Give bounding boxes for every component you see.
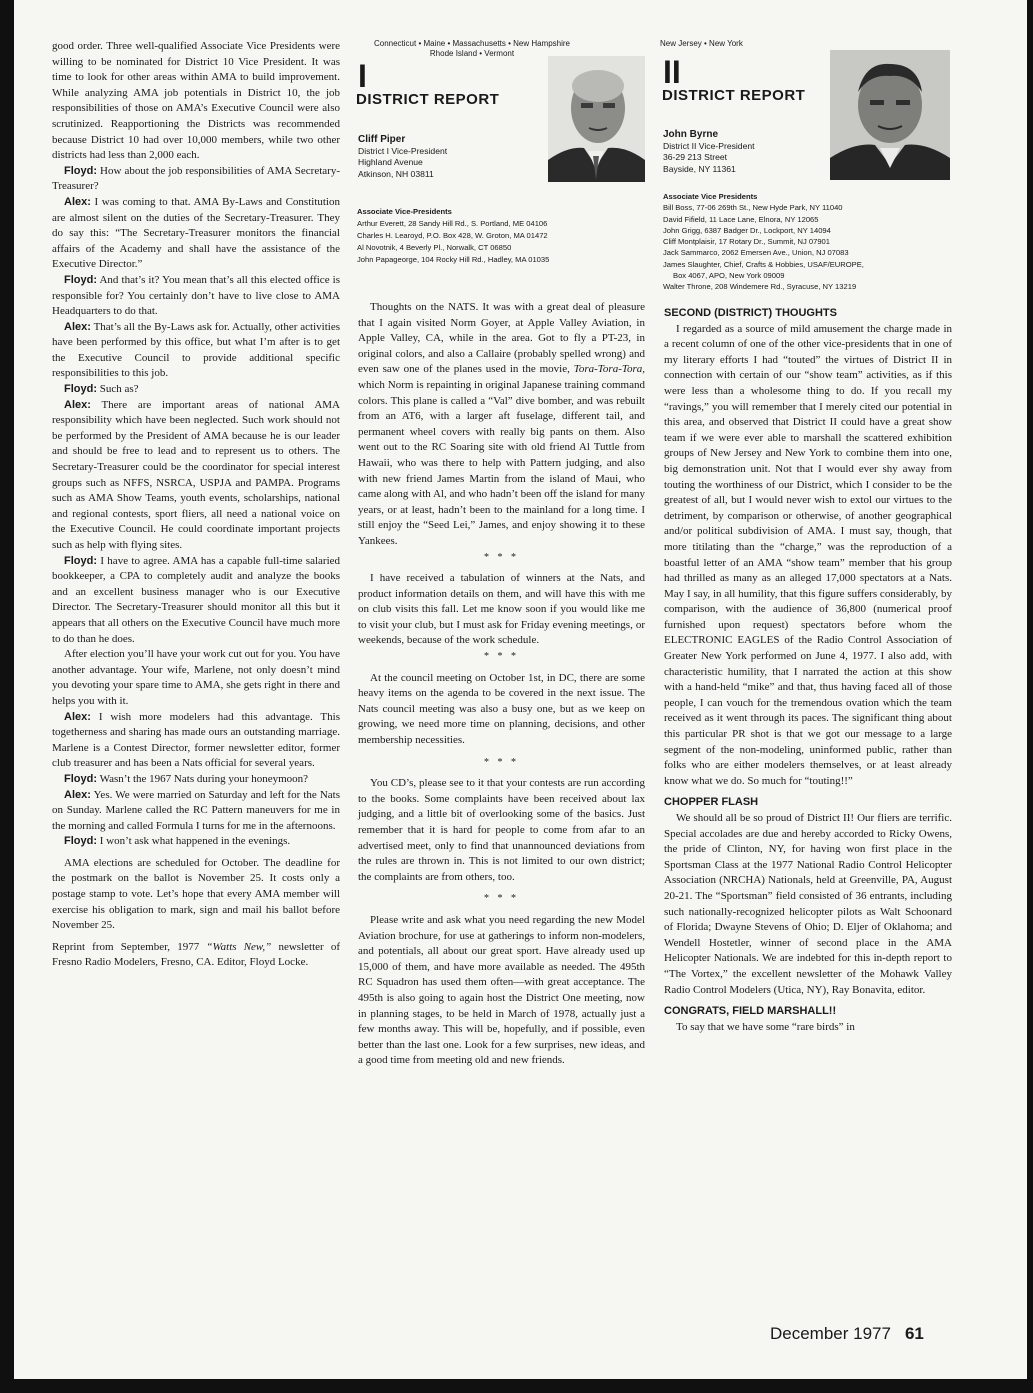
speech: That’s all the By-Laws ask for. Actually, other activities have been performed by this office, but what I’m after is to get the Executive Council to provide additional specific responsibilities to this job.: [52, 320, 340, 380]
district-1-numeral: I: [358, 58, 367, 94]
left-column: [52, 39, 340, 971]
speech: I have to agree. AMA has a capable full-time salaried bookkeeper, a CPA to completely audit and analyze the books and an excellent business manager who is our Executive Director. The Secretary-Treasurer should monitor all this but it appears that all others on the Executive Council have much more to do than he does.: [52, 554, 341, 645]
section-heading: CONGRATS, FIELD MARSHALL!!: [664, 1005, 837, 1018]
paragraph: I regarded as a source of mild amusement the charge made in a recent column of one of the other vice-presidents that in one of my literary efforts I had “touted” the virtues of District II in connection with certain of our “show team” activities, as if this were less than a wholesome thing to do. If you recall my “ravings,” you will remember that I merely cited our potential in this area, and observed that District II could have a great show team if we were ever able to marshall the scattered exhibition groups of New Jersey and New York to combine them into one, big demonstration unit. Not that I would ever shy away from touting the worthiness of our District, which I consider to be the greatest of all, but I would never wish to extol our virtues to the detriment, by comparison or otherwise, of another geographical and/or political subdivision of AMA. I must say, though, that more titilating than the “charge,” was the reproduction of a boastful letter of an AMA “show team” member that his group had thrilled as many as an alleged 17,000 spectators at a Nats. May I say, in all humility, that this figure suffers considerably, by comparison, with the audience of 36,800 (numerical proof furnished upon request) spectators before whom the ELECTRONIC EAGLES of the Radio Control Association of Greater New York performed on June 4, 1977. I also add, with characteristic humility, that I narrated the action at this show with a hand-held “mike” and that, thus having faced all of those people, I can vouch for the tremendous ovation which the team received as it went through its paces. The significant thing about this particular PR shot is that we got our message to a large segment of the non-modeling, uninformed public, rather than folks who are either modelers themselves, or at least already know what we do. So much for “touting!!”: [664, 322, 952, 787]
section-break: * * *: [484, 551, 519, 563]
paragraph: good order. Three well-qualified Associate Vice Presidents were willing to be nominated for District 10 Vice President. It was time to look for other areas within AMA to build improvement. While analyzing AMA job potentials in District 10, the job responsibilities of those on AMA’s Executive Council were also scrutinized. Reapportioning the Districts was recommended because District 10 had over 10,000 members, while two other districts had less than 2,000 each.: [52, 40, 340, 162]
associate-vp: John Papageorge, 104 Rocky Hill Rd., Hadley, MA 01035: [357, 255, 550, 264]
paragraph: I have received a tabulation of winners at the Nats, and product information details on them, and will have this with me on club visits this fall. Let me know soon if you would like me to visit your club, but I must ask for Friday evening meetings, or weekends, because of the work schedule.: [358, 572, 645, 647]
section-heading: CHOPPER FLASH: [664, 796, 759, 809]
associate-vp: Jack Sammarco, 2062 Emersen Ave., Union, NJ 07083: [663, 248, 849, 258]
issue-date: December 1977: [770, 1324, 891, 1343]
paragraph: [52, 382, 340, 398]
paragraph: AMA elections are scheduled for October. The deadline for the postmark on the ballot is November 25. It costs only a postage stamp to vote. Let’s hope that every AMA member will exercise his obligation to mark, sign and mail his ballot before November 25.: [52, 856, 340, 932]
associate-vp: Arthur Everett, 28 Sandy Hill Rd., S. Portland, ME 04106: [357, 219, 548, 228]
paragraph: [52, 164, 340, 195]
paragraph: Please write and ask what you need regarding the new Model Aviation brochure, for use at gatherings to inform non-modelers, and potentials, all about our great sport. Have already used up 15,000 of them, and have more available as needed. The 495th RC Squadron has used them often—with great acceptance. The 495th is also going to again host the District One meeting, now in planning stages, to be held in March of 1978, actually just a few months away. This will be, hopefully, and if possible, even better than the last one. Look for a few surprises, new ideas, and a good time from meeting old and new friends.: [358, 913, 645, 1067]
paragraph: [52, 398, 340, 554]
scan-right-edge: [1027, 0, 1033, 1393]
speech: I was coming to that. AMA By-Laws and Constitution are almost silent on the duties of the Secretary-Treasurer. They do say this: “The Secretary-Treasurer monitors the financial affairs of the Academy and shall have the assistance of the Executive Director.”: [52, 195, 340, 271]
paragraph: [52, 554, 340, 648]
district-2-vp-contact: John Byrne District II Vice-President 36-29 213 Street Bayside, NY 11361: [663, 129, 755, 174]
section-break: * * *: [484, 756, 519, 768]
reprint-credit: Reprint from September, 1977 “Watts New,” newsletter of Fresno Radio Modelers, Fresno, CA. Editor, Floyd Locke.: [52, 940, 340, 969]
paragraph: After election you’ll have your work cut out for you. You have another advantage. Your wife, Marlene, not only doesn’t mind you devoting your spare time to AMA, she gets right in there and helps you with it.: [52, 648, 340, 707]
paragraph: You CD’s, please see to it that your contests are run according to the books. Some complaints have been received about lax judging, and a little bit of overlooking some of the basics. Just remember that it is hard for people to come from afar to an advertised meet, only to find that unannounced deviations from the rules are thrown in. This is not limited to our own district; the complaints are from others, too.: [358, 777, 645, 883]
speaker: Floyd:: [64, 273, 97, 286]
speaker: Floyd:: [64, 554, 97, 567]
district-2-heading: DISTRICT REPORT: [662, 87, 806, 104]
paragraph: Thoughts on the NATS. It was with a great deal of pleasure that I again visited Norm Goyer, at Apple Valley Aviation, in Apple Valley, CA, while in the area. Got to fly a PT-23, in original colors, and also a Callaire (probably spelled wrong) and even saw one of the planes used in the movie, Tora-Tora-Tora, which Norm is repainting in original Japanese training command colors. This plane is called a “Val” dive bomber, and was rebuilt from an AT6, with a larger aft fuselage, different tail, and permanent wheel covers with really big pants on them. Also went out to the RC Soaring site with old friend Al Tuttle from Hawaii, who was there to help with Pattern judging, and also with new friend James Martin from the island of Maui, who came along with Al, and who hadn’t been off the island for many years, or at least, hadn’t been to the mainland for a long time. I still enjoy the “Seed Lei,” James, and enjoy showing it to these Yankees.: [358, 301, 645, 547]
paragraph: We should all be so proud of District II! Our fliers are terrific. Special accolades are due and hereby accorded to Ricky Owens, the pride of Clinton, NY, for having won first place in the Sportsman Class at the 1977 National Radio Control Helicopter Association (NRCHA) Nationals, held at Greenville, PA, August 20-21. The “Sportsman” field consisted of 36 entrants, including such nationally-recognized helicopter pilots as Walt Schoonard of Florida; Dwayne Stevens of Ohio; D. Eljer of Oklahoma; and Wendell Hostetler, winner of second place in the AMA Helicopter Nationals. We are indebted for this in-depth report to “The Vortex,” the excellent newsletter of the Mohawk Valley Radio Control Modelers (Utica, NY), Ray Bonavita, editor.: [664, 812, 952, 996]
speaker: Alex:: [64, 195, 91, 208]
scan-bottom-edge: [0, 1379, 1033, 1393]
paragraph: [52, 710, 340, 772]
speaker: Floyd:: [64, 164, 97, 177]
district-1-body: [358, 300, 645, 1069]
associate-vp: James Slaughter, Chief, Crafts & Hobbies, USAF/EUROPE,: [663, 259, 864, 269]
associate-vp: Cliff Montplaisir, 17 Rotary Dr., Summit, NJ 07901: [663, 237, 830, 247]
speech: I won’t ask what happened in the evenings.: [99, 835, 291, 848]
speech: There are important areas of national AMA responsibility which have been neglected. Such work should not be performed by the President of AMA because he is our leader and should be free to lead and to represent us to others. The Secretary-Treasurer could be the coordinator for special interest groups such as NFFS, NSRCA, USPJA and PAMPA. Programs such as AMA Show Teams, youth events, scholarships, national and regional contests, sport fliers, all need a national voice on the Executive Council. He could coordinate important projects such as help with flying sites.: [52, 398, 340, 551]
page-number: 61: [904, 1324, 924, 1343]
district-2-numeral: II: [663, 54, 681, 90]
district-1-vp-photo: [548, 56, 645, 182]
speech: Such as?: [99, 383, 139, 396]
associate-vp: Walter Throne, 208 Windemere Rd., Syracuse, NY 13219: [663, 282, 857, 292]
paragraph: [52, 788, 340, 835]
district-1-vp-contact: Cliff Piper District I Vice-President Highland Avenue Atkinson, NH 03811: [358, 134, 448, 179]
district-2-vp-photo: [830, 50, 950, 180]
associate-vp: John Grigg, 6387 Badger Dr., Lockport, NY 14094: [663, 225, 831, 235]
paragraph: [52, 273, 340, 320]
speaker: Alex:: [64, 788, 91, 801]
district-2-states: New Jersey • New York: [660, 39, 743, 48]
district-1-states: Connecticut • Maine • Massachusetts • New Hampshire Rhode Island • Vermont: [373, 39, 571, 58]
speaker: Alex:: [64, 398, 91, 411]
paragraph: [52, 195, 340, 273]
speech: Yes. We were married on Saturday and left for the Nats on Sunday. Marlene called the RC Pattern maneuvers for me in the morning and called Formula I turns for me in the afternoons.: [52, 788, 341, 832]
speaker: Floyd:: [64, 835, 97, 848]
district-1-heading: DISTRICT REPORT: [356, 91, 500, 108]
speaker: Floyd:: [64, 383, 97, 396]
speech: How about the job responsibilities of AMA Secretary-Treasurer?: [52, 164, 340, 193]
associate-vp: Bill Boss, 77-06 269th St., New Hyde Park, NY 11040: [663, 203, 843, 213]
speech: Wasn’t the 1967 Nats during your honeymoon?: [99, 772, 309, 785]
speaker: Alex:: [64, 710, 91, 723]
speaker: Floyd:: [64, 772, 97, 785]
section-heading: SECOND (DISTRICT) THOUGHTS: [664, 307, 837, 319]
district-2-body: [664, 306, 952, 1035]
speech: And that’s it? You mean that’s all this elected office is responsible for? You certainly don’t have to live close to AMA Headquarters to do that.: [52, 273, 340, 318]
paragraph: [52, 834, 340, 850]
associate-vp: Al Novotnik, 4 Beverly Pl., Norwalk, CT 06850: [357, 243, 512, 252]
page-footer: [770, 1326, 924, 1342]
paragraph: [52, 320, 340, 382]
district-2-associate-vps: Associate Vice Presidents Bill Boss, 77-06 269th St., New Hyde Park, NY 11040 David Fifield, 11 Lace Lane, Elnora, NY 12065 John Grigg, 6387 Badger Dr., Lockport, NY 14094 Cliff Montplaisir, 17 Rotary Dr., Summit, NJ 07901 Jack Sammarco, 2062 Emersen Ave., Union, NJ 07083 James Slaughter, Chief, Crafts & Hobbies, USAF/EUROPE, Box 4067, APO, New York 09009 Walter Throne, 208 Windemere Rd., Syracuse, NY 13219: [663, 191, 953, 293]
speech: I wish more modelers had this advantage. This togetherness and sharing has made ours an outstanding marriage. Marlene is a Contest Director, former newsletter editor, former club treasurer and has been a Nats official for several years.: [52, 710, 340, 770]
paragraph: To say that we have some “rare birds” in: [676, 1020, 855, 1033]
associate-vp: David Fifield, 11 Lace Lane, Elnora, NY 12065: [663, 214, 819, 224]
section-break: * * *: [484, 893, 519, 905]
section-break: * * *: [484, 651, 519, 663]
district-1-associate-vps: Associate Vice-Presidents Arthur Everett, 28 Sandy Hill Rd., S. Portland, ME 04106 Charles H. Learoyd, P.O. Box 428, W. Groton, MA 01472 Al Novotnik, 4 Beverly Pl., Norwalk, CT 06850 John Papageorge, 104 Rocky Hill Rd., Hadley, MA 01035: [357, 206, 647, 266]
paragraph: At the council meeting on October 1st, in DC, there are some heavy items on the agenda to be covered in the next issue. The Nats council meeting was also a busy one, but as we keep on growing, we need more time on planning, decisions, and other membership necessities.: [358, 671, 645, 747]
associate-vp: Box 4067, APO, New York 09009: [673, 271, 785, 281]
speaker: Alex:: [64, 320, 91, 333]
paragraph: [52, 772, 340, 788]
scan-left-edge: [0, 0, 14, 1393]
associate-vp: Charles H. Learoyd, P.O. Box 428, W. Groton, MA 01472: [357, 231, 548, 240]
